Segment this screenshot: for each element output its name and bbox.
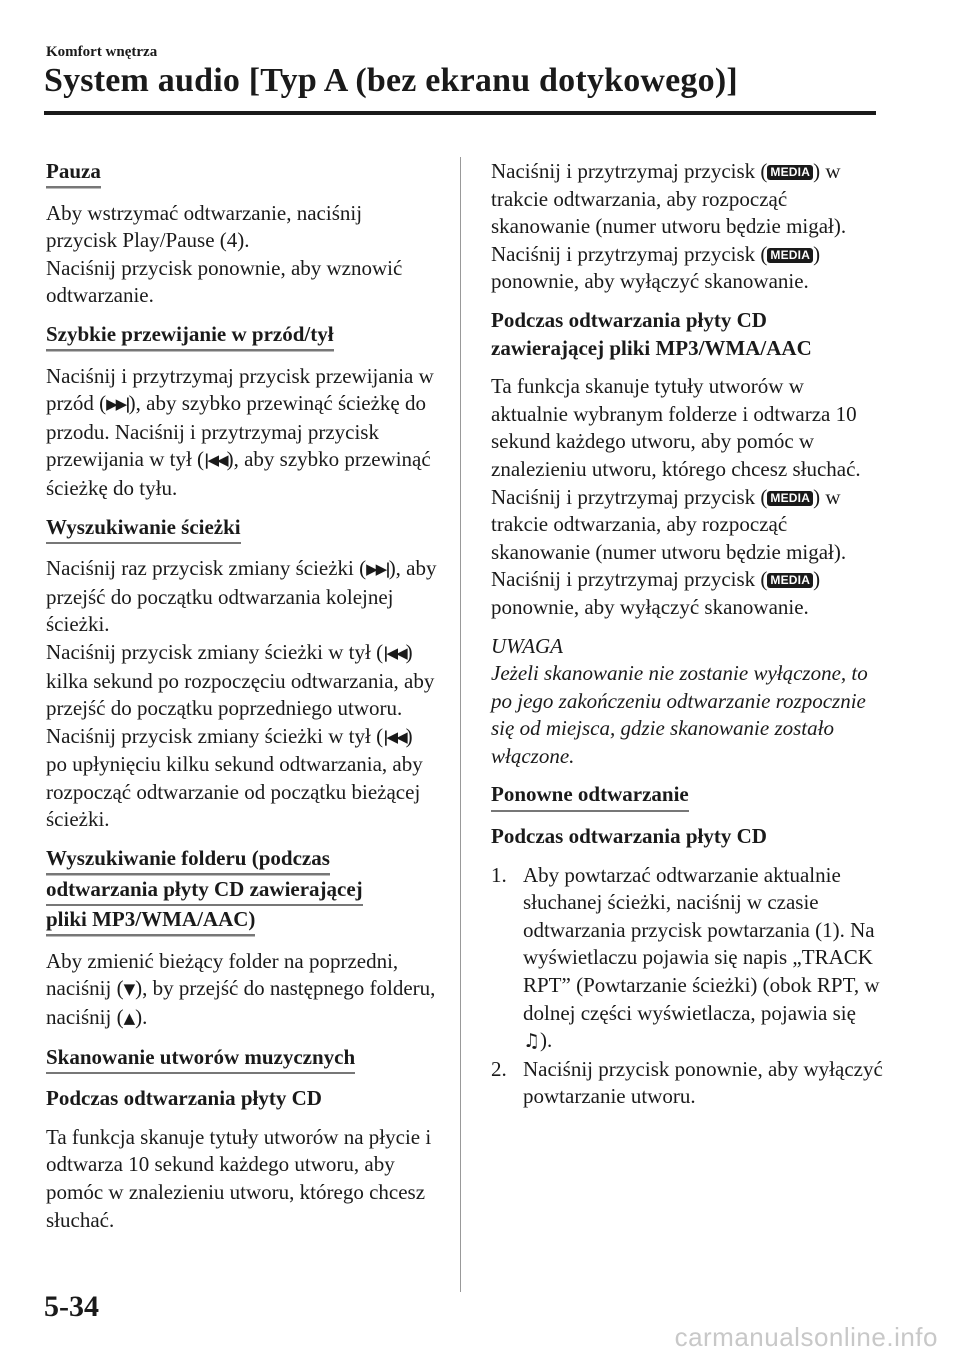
down-arrow-icon: ▼ [123, 980, 136, 999]
page-title: System audio [Typ A (bez ekranu dotykowego)] [44, 62, 738, 99]
prev-track-icon: |◀◀ [383, 643, 406, 662]
scan-mp3-paragraph-1: Ta funkcja skanuje tytuły utworów w aktualnie wybranym folderze i odtwarza 10 sekund każdego utworu, aby pomóc w znalezieniu utworu, którego chcesz słuchać. Naciśnij i przytrzymaj przycisk ( MEDIA ) w trakcie odtwarzania, aby rozpocząć skanowanie (numer utworu będzie migał). [491, 374, 861, 564]
prev-track-icon: |◀◀ [383, 727, 406, 746]
track-paragraph-3: Naciśnij przycisk zmiany ścieżki w tył (|◀◀) po upłynięciu kilku sekund odtwarzania, aby rozpocząć odtwarzanie od początku bieżącej ścieżki. [46, 723, 423, 832]
left-column [46, 158, 438, 1245]
note-title: UWAGA [491, 633, 564, 658]
section-label: Komfort wnętrza [46, 44, 158, 60]
column-divider [460, 157, 461, 1292]
track-paragraph-2: Naciśnij przycisk zmiany ścieżki w tył (|◀◀) kilka sekund po rozpoczęciu odtwarzania, aby przejść do początku poprzedniego utworu. [46, 639, 435, 721]
media-button-icon: MEDIA [767, 573, 813, 588]
heading-track-search: Wyszukiwanie ścieżki [46, 514, 241, 545]
scan-cd-paragraph: Ta funkcja skanuje tytuły utworów na płycie i odtwarza 10 sekund każdego utworu, aby pomóc w znalezieniu utworu, którego chcesz słuchać. [46, 1124, 432, 1232]
track-paragraph-1: Naciśnij raz przycisk zmiany ścieżki (▶▶|), aby przejść do początku odtwarzania kolejnej ścieżki. [46, 556, 437, 637]
scan-paragraph-1: Naciśnij i przytrzymaj przycisk ( MEDIA ) w trakcie odtwarzania, aby rozpocząć skanowanie (numer utworu będzie migał). [491, 159, 847, 239]
watermark: carmanualsonline.info [674, 1322, 938, 1352]
media-button-icon: MEDIA [767, 165, 813, 180]
music-note-icon: ♫ [523, 1030, 541, 1053]
page-number: 5-34 [44, 1290, 99, 1323]
heading-folder-search: Wyszukiwanie folderu (podczas odtwarzania płyty CD zawierającej pliki MP3/WMA/AAC) [46, 845, 438, 937]
pause-paragraph-1: Aby wstrzymać odtwarzanie, naciśnij przycisk Play/Pause (4). [46, 200, 363, 253]
prev-track-icon: |◀◀ [204, 451, 227, 470]
subheading-scan-cd: Podczas odtwarzania płyty CD [46, 1086, 322, 1111]
next-track-icon: ▶▶| [366, 560, 389, 579]
header-rule [44, 111, 876, 115]
list-item: 1. Aby powtarzać odtwarzanie aktualnie słuchanej ścieżki, naciśnij w czasie odtwarzania przycisk powtarzania (1). Na wyświetlaczu pojawia się napis „TRACK RPT” (Powtarzanie ścieżki) (obok RPT, w dolnej części wyświetlacza, pojawia się ♫). [491, 862, 880, 1053]
scan-mp3-paragraph-2: Naciśnij i przytrzymaj przycisk ( MEDIA ) ponownie, aby wyłączyć skanowanie. [491, 567, 821, 619]
note-body: Jeżeli skanowanie nie zostanie wyłączone, to po jego zakończeniu odtwarzanie rozpocznie się od miejsca, gdzie skanowanie zostało włączone. [491, 661, 868, 768]
up-arrow-icon: ▲ [123, 1009, 136, 1028]
heading-scan: Skanowanie utworów muzycznych [46, 1044, 355, 1075]
heading-repeat: Ponowne odtwarzanie [491, 781, 689, 812]
fast-forward-paragraph: Naciśnij i przytrzymaj przycisk przewijania w przód (▶▶|), aby szybko przewinąć ścieżkę do przodu. Naciśnij i przytrzymaj przycisk przewijania w tył (|◀◀), aby szybko przewinąć ścieżkę do tyłu. [46, 363, 434, 500]
heading-fast-forward: Szybkie przewijanie w przód/tył [46, 321, 334, 352]
scan-paragraph-2: Naciśnij i przytrzymaj przycisk ( MEDIA ) ponownie, aby wyłączyć skanowanie. [491, 241, 821, 294]
right-column [491, 158, 883, 1111]
media-button-icon: MEDIA [767, 248, 813, 263]
pause-paragraph-2: Naciśnij przycisk ponownie, aby wznowić odtwarzanie. [46, 255, 403, 308]
repeat-steps [491, 862, 883, 1111]
subheading-scan-mp3: Podczas odtwarzania płyty CD zawierającej pliki MP3/WMA/AAC [491, 307, 812, 360]
list-item: 2. Naciśnij przycisk ponownie, aby wyłączyć powtarzanie utworu. [491, 1056, 883, 1109]
media-button-icon: MEDIA [767, 491, 813, 506]
folder-paragraph: Aby zmienić bieżący folder na poprzedni, naciśnij (▼), by przejść do następnego folderu, naciśnij (▲). [46, 948, 436, 1030]
next-track-icon: ▶▶| [106, 395, 129, 414]
heading-pause: Pauza [46, 158, 101, 189]
subheading-repeat-cd: Podczas odtwarzania płyty CD [491, 824, 767, 849]
